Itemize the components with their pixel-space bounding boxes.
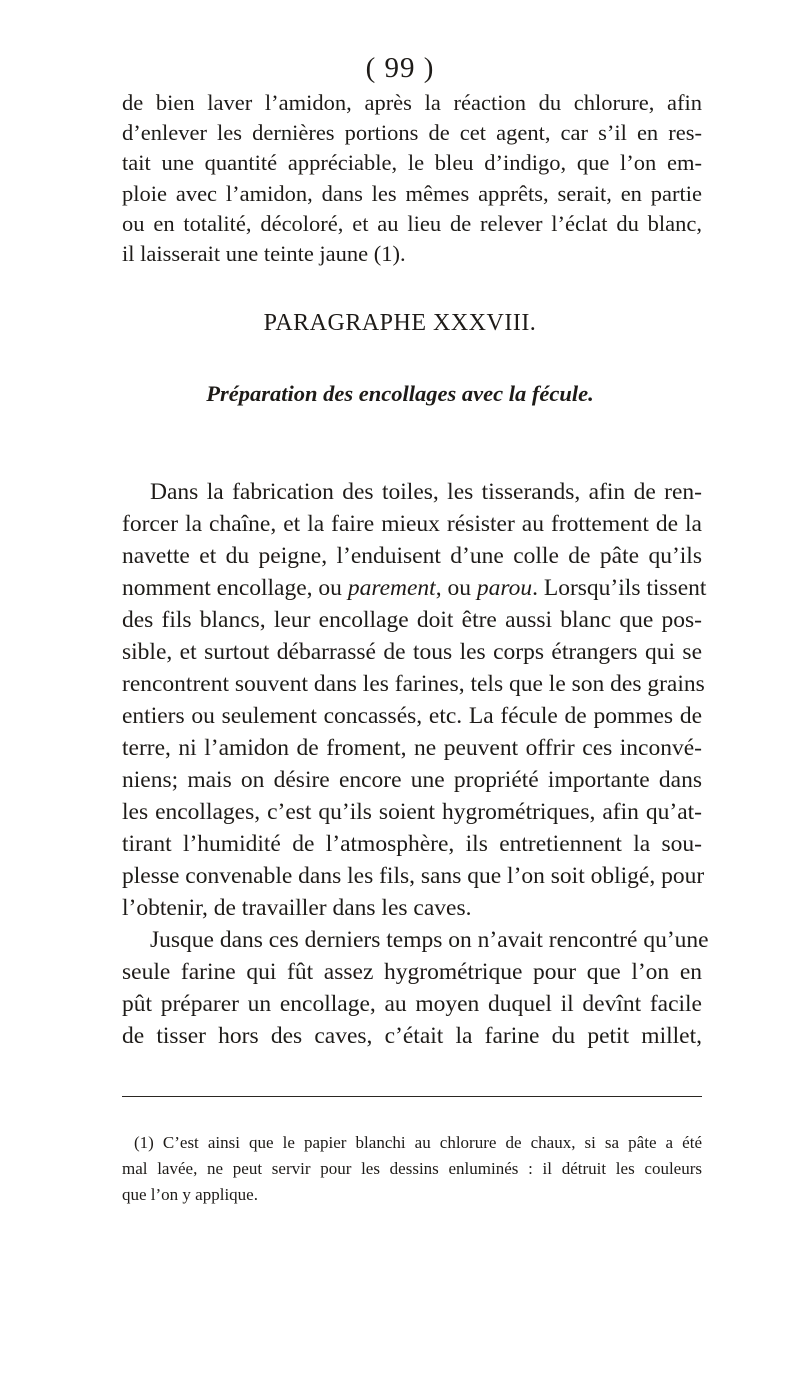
text-line: de bien laver l’amidon, après la réaction du chlorure, afin <box>122 90 702 115</box>
intro-paragraph <box>122 88 702 269</box>
footnote-line: mal lavée, ne peut servir pour les dessins enluminés : il détruit les couleurs <box>122 1159 702 1178</box>
text-line: nomment encollage, ou parement, ou parou. Lorsqu’ils tissent <box>122 575 707 601</box>
text-line: Jusque dans ces derniers temps on n’avait rencontré qu’une <box>150 927 709 953</box>
text-line: seule farine qui fût assez hygrométrique pour que l’on en <box>122 959 702 985</box>
section-subtitle: Préparation des encollages avec la fécule. <box>206 381 594 406</box>
footnote-rule <box>122 1096 702 1097</box>
text-line: sible, et surtout débarrassé de tous les corps étrangers qui se <box>122 639 702 665</box>
text-line: des fils blancs, leur encollage doit être aussi blanc que pos- <box>122 607 702 633</box>
text-line: l’obtenir, de travailler dans les caves. <box>122 895 472 921</box>
page-number: ( 99 ) <box>365 52 435 84</box>
text-line: ploie avec l’amidon, dans les mêmes apprêts, serait, en partie <box>122 180 702 206</box>
footnote <box>122 1130 702 1208</box>
italic-term: parement <box>347 575 436 601</box>
text-line: navette et du peigne, l’enduisent d’une colle de pâte qu’ils <box>122 543 702 569</box>
text-line: terre, ni l’amidon de froment, ne peuvent offrir ces inconvé- <box>122 735 702 761</box>
section-heading: PARAGRAPHE XXXVIII. <box>263 310 537 336</box>
text-line: tait une quantité appréciable, le bleu d’indigo, que l’on em- <box>122 150 702 176</box>
footnote-line: que l’on y applique. <box>122 1185 258 1204</box>
body-text <box>122 476 709 1052</box>
footnote-line: (1) C’est ainsi que le papier blanchi au chlorure de chaux, si sa pâte a été <box>134 1133 702 1152</box>
text-line: d’enlever les dernières portions de cet agent, car s’il en res- <box>122 120 702 146</box>
text-line: les encollages, c’est qu’ils soient hygrométriques, afin qu’at- <box>122 799 702 825</box>
text-line: de tisser hors des caves, c’était la farine du petit millet, <box>122 1023 702 1049</box>
text-line: Dans la fabrication des toiles, les tisserands, afin de ren- <box>150 479 702 505</box>
text-line: pût préparer un encollage, au moyen duquel il devînt facile <box>122 991 702 1017</box>
italic-term: parou <box>476 575 533 601</box>
text-line: entiers ou seulement concassés, etc. La fécule de pommes de <box>122 703 702 729</box>
text-line: il laisserait une teinte jaune (1). <box>122 241 406 267</box>
text-line: rencontrent souvent dans les farines, tels que le son des grains <box>122 671 705 697</box>
text-line: ou en totalité, décoloré, et au lieu de relever l’éclat du blanc, <box>122 210 702 236</box>
text-line: niens; mais on désire encore une propriété importante dans <box>122 767 702 793</box>
text-line: plesse convenable dans les fils, sans que l’on soit obligé, pour <box>122 863 705 889</box>
text-line: tirant l’humidité de l’atmosphère, ils entretiennent la sou- <box>122 831 702 857</box>
text-line: forcer la chaîne, et la faire mieux résister au frottement de la <box>122 511 702 537</box>
